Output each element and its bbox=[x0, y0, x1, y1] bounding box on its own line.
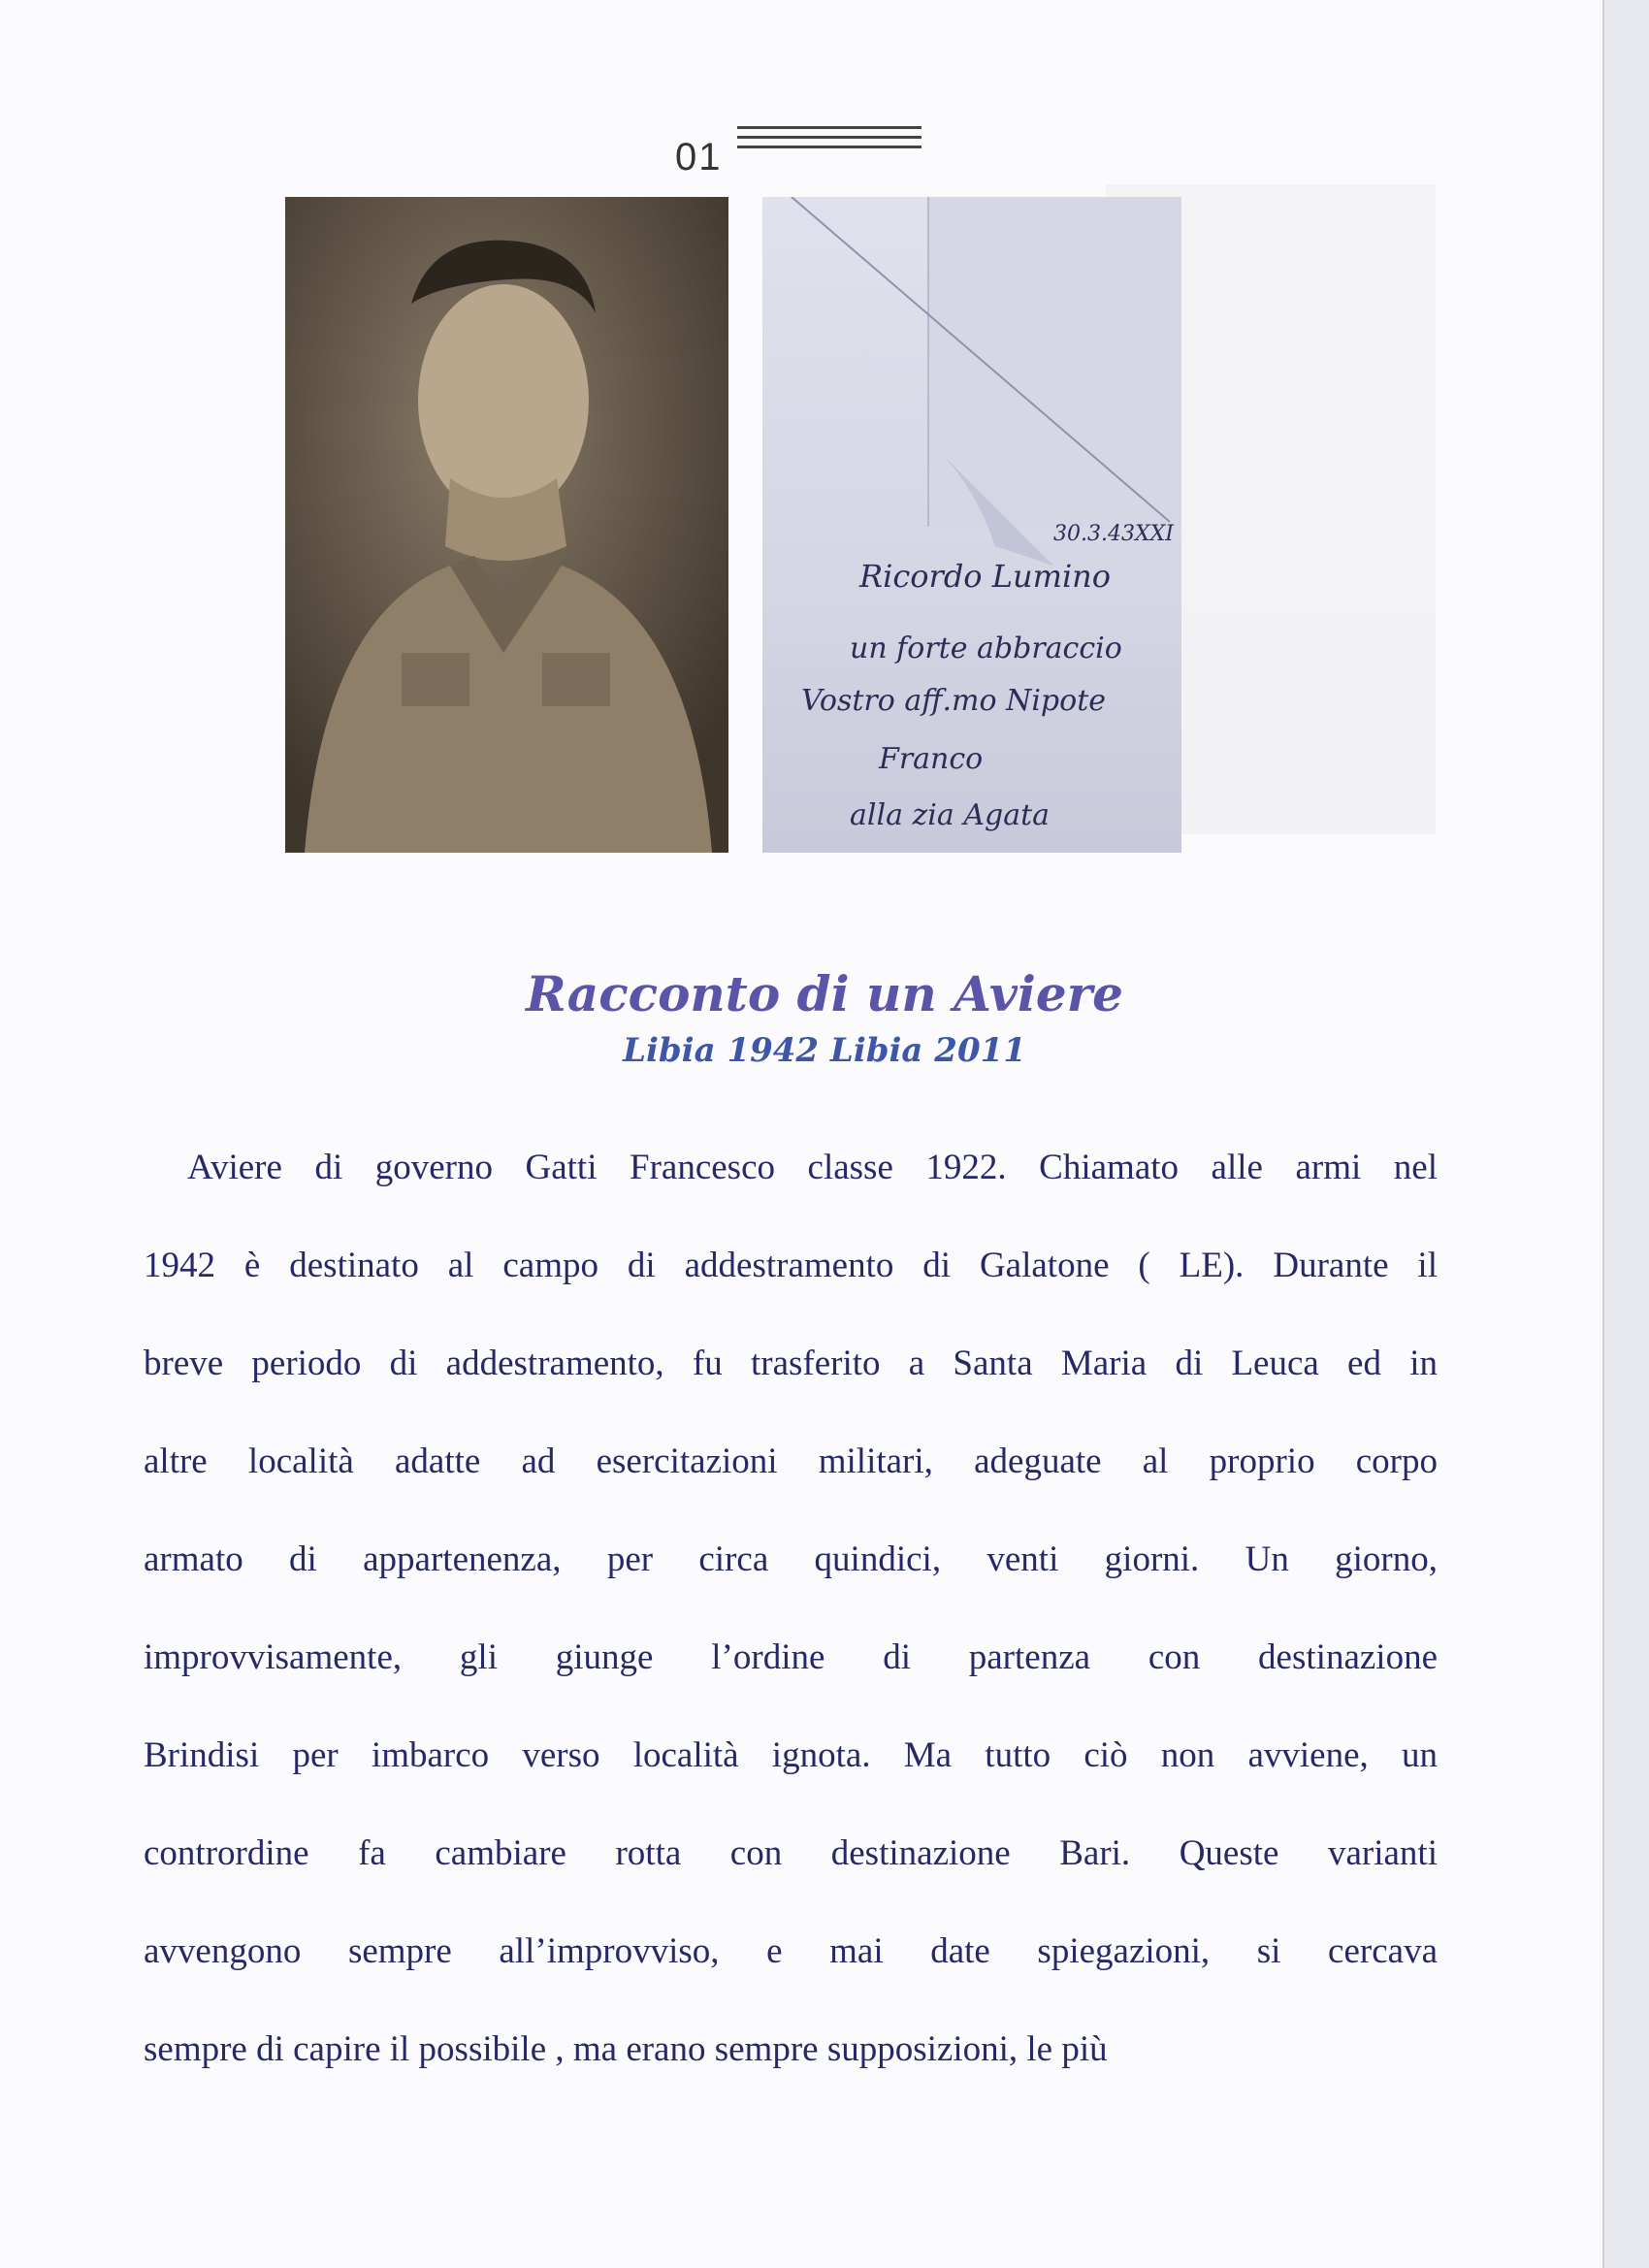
postcard-line-5: alla zia Agata bbox=[850, 798, 1051, 832]
body-line: breve periodo di addestramento, fu trasferito a Santa Maria di Leuca ed in bbox=[144, 1344, 1438, 1383]
body-line: Aviere di governo Gatti Francesco classe 1922. Chiamato alle armi nel bbox=[187, 1148, 1438, 1187]
serial-stamp-lines bbox=[737, 126, 922, 171]
body-line: avvengono sempre all’improvviso, e mai date spiegazioni, si cercava bbox=[144, 1931, 1438, 1971]
postcard-line-1: Ricordo Lumino bbox=[859, 558, 1112, 595]
story-subtitle: Libia 1942 Libia 2011 bbox=[623, 1031, 1026, 1070]
body-line: sempre di capire il possibile , ma erano sempre supposizioni, le più bbox=[144, 2029, 1108, 2069]
body-line: contrordine fa cambiare rotta con destinazione Bari. Queste varianti bbox=[144, 1833, 1438, 1873]
body-line: 1942 è destinato al campo di addestramento di Galatone ( LE). Durante il bbox=[144, 1246, 1438, 1285]
postcard-line-3: Vostro aff.mo Nipote bbox=[801, 684, 1107, 718]
postcard-date: 30.3.43XXI bbox=[1053, 522, 1174, 546]
body-line: improvvisamente, gli giunge l’ordine di partenza con destinazione bbox=[144, 1637, 1438, 1677]
serial-number: 01 bbox=[675, 136, 723, 178]
body-line: altre località adatte ad esercitazioni militari, adeguate al proprio corpo bbox=[144, 1442, 1438, 1481]
postcard-line-4: Franco bbox=[879, 742, 984, 776]
body-line: armato di appartenenza, per circa quindici, venti giorni. Un giorno, bbox=[144, 1539, 1438, 1579]
body-line: Brindisi per imbarco verso località ignota. Ma tutto ciò non avviene, un bbox=[144, 1735, 1438, 1775]
story-title: Racconto di un Aviere bbox=[526, 965, 1123, 1022]
portrait-photo bbox=[285, 197, 728, 853]
postcard-back-image bbox=[762, 197, 1181, 853]
story-body bbox=[144, 1145, 1438, 2124]
postcard-line-2: un forte abbraccio bbox=[850, 632, 1122, 665]
